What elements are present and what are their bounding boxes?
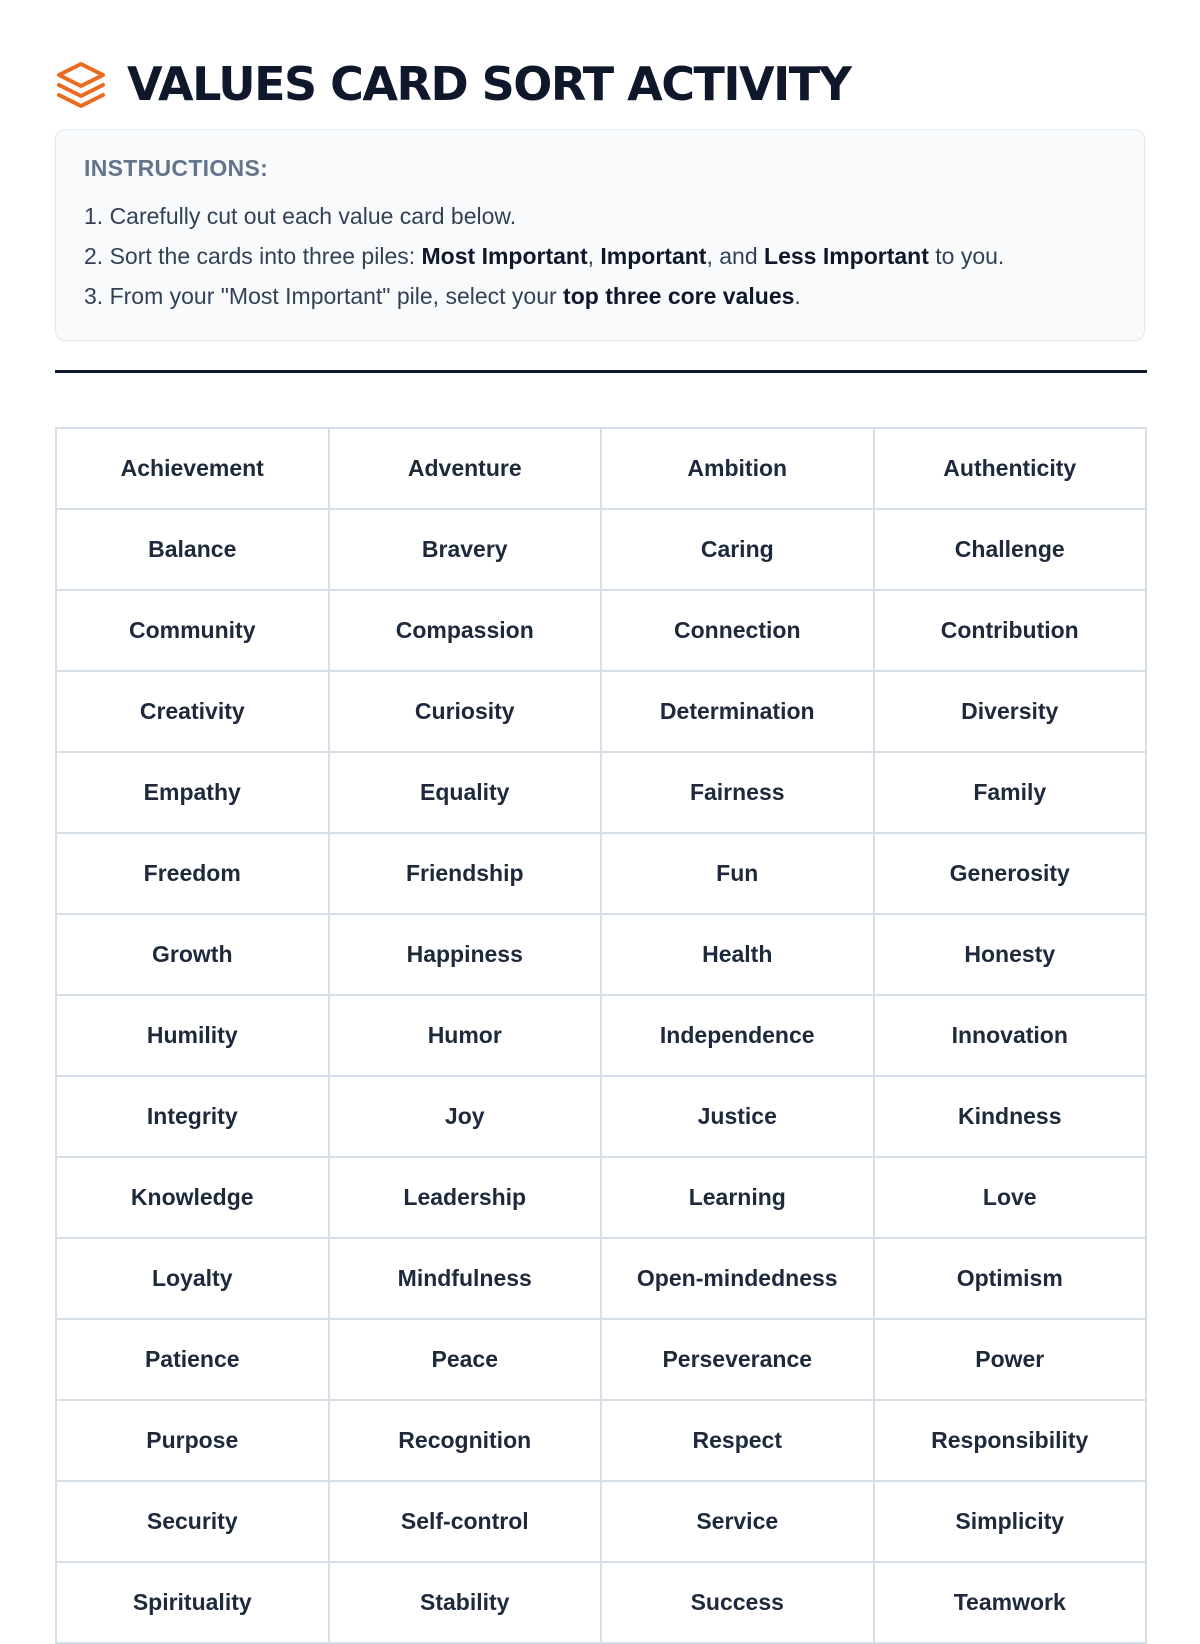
value-card: Adventure	[329, 428, 602, 509]
value-card: Integrity	[56, 1076, 329, 1157]
value-card: Challenge	[874, 509, 1147, 590]
instructions-heading: INSTRUCTIONS:	[84, 155, 269, 181]
value-card: Innovation	[874, 995, 1147, 1076]
card-row	[56, 1319, 1146, 1400]
instruction-text: , and	[706, 243, 765, 269]
value-card: Humility	[56, 995, 329, 1076]
card-row	[56, 1076, 1146, 1157]
value-card: Respect	[601, 1400, 874, 1481]
value-card: Independence	[601, 995, 874, 1076]
instruction-text: 3. From your "Most Important" pile, select your	[84, 283, 564, 309]
value-card: Teamwork	[874, 1562, 1147, 1643]
card-row	[56, 1562, 1146, 1643]
value-card: Humor	[329, 995, 602, 1076]
value-card: Peace	[329, 1319, 602, 1400]
value-card: Perseverance	[601, 1319, 874, 1400]
card-row	[56, 914, 1146, 995]
value-card: Security	[56, 1481, 329, 1562]
value-card: Family	[874, 752, 1147, 833]
value-card: Power	[874, 1319, 1147, 1400]
value-card: Community	[56, 590, 329, 671]
value-card: Spirituality	[56, 1562, 329, 1643]
card-row	[56, 752, 1146, 833]
core-values-emphasis: top three core values	[563, 283, 795, 309]
value-card: Simplicity	[874, 1481, 1147, 1562]
instruction-text: 2. Sort the cards into three piles:	[84, 243, 422, 269]
layers-stack-icon	[55, 58, 107, 110]
section-divider	[55, 370, 1147, 373]
value-card: Authenticity	[874, 428, 1147, 509]
value-card: Compassion	[329, 590, 602, 671]
card-row	[56, 1157, 1146, 1238]
value-card: Justice	[601, 1076, 874, 1157]
value-card: Purpose	[56, 1400, 329, 1481]
value-card: Fairness	[601, 752, 874, 833]
instruction-step-1: 1. Carefully cut out each value card below.	[84, 203, 517, 229]
card-row	[56, 428, 1146, 509]
card-row	[56, 1481, 1146, 1562]
page-title: VALUES CARD SORT ACTIVITY	[127, 57, 851, 111]
value-card: Diversity	[874, 671, 1147, 752]
instruction-step-3	[84, 276, 1116, 316]
card-row	[56, 590, 1146, 671]
value-card: Mindfulness	[329, 1238, 602, 1319]
value-card: Stability	[329, 1562, 602, 1643]
value-card: Responsibility	[874, 1400, 1147, 1481]
pile-most-important: Most Important	[421, 243, 588, 269]
value-card: Open-mindedness	[601, 1238, 874, 1319]
value-card: Empathy	[56, 752, 329, 833]
value-card: Honesty	[874, 914, 1147, 995]
pile-important: Important	[600, 243, 707, 269]
value-card: Happiness	[329, 914, 602, 995]
instruction-step-2	[84, 236, 1116, 276]
value-card: Love	[874, 1157, 1147, 1238]
value-card: Loyalty	[56, 1238, 329, 1319]
value-card: Ambition	[601, 428, 874, 509]
value-card: Learning	[601, 1157, 874, 1238]
value-card: Kindness	[874, 1076, 1147, 1157]
value-card: Caring	[601, 509, 874, 590]
page-header	[55, 56, 850, 112]
instructions-box	[55, 129, 1145, 341]
card-row	[56, 995, 1146, 1076]
value-card: Patience	[56, 1319, 329, 1400]
instruction-text: to you.	[928, 243, 1005, 269]
value-card: Determination	[601, 671, 874, 752]
card-row	[56, 671, 1146, 752]
instruction-text: ,	[587, 243, 601, 269]
value-card: Curiosity	[329, 671, 602, 752]
value-card: Creativity	[56, 671, 329, 752]
value-card: Fun	[601, 833, 874, 914]
instruction-text: .	[794, 283, 801, 309]
value-card: Friendship	[329, 833, 602, 914]
value-card: Recognition	[329, 1400, 602, 1481]
pile-less-important: Less Important	[764, 243, 929, 269]
value-card: Connection	[601, 590, 874, 671]
value-card: Growth	[56, 914, 329, 995]
value-card: Success	[601, 1562, 874, 1643]
value-card: Bravery	[329, 509, 602, 590]
value-card: Generosity	[874, 833, 1147, 914]
value-cards-grid	[55, 427, 1147, 1644]
value-card: Service	[601, 1481, 874, 1562]
value-card: Freedom	[56, 833, 329, 914]
card-row	[56, 833, 1146, 914]
card-row	[56, 509, 1146, 590]
card-row	[56, 1400, 1146, 1481]
value-card: Achievement	[56, 428, 329, 509]
value-cards-body	[56, 428, 1146, 1643]
value-card: Equality	[329, 752, 602, 833]
value-card: Optimism	[874, 1238, 1147, 1319]
value-card: Self-control	[329, 1481, 602, 1562]
value-card: Balance	[56, 509, 329, 590]
card-row	[56, 1238, 1146, 1319]
value-card: Leadership	[329, 1157, 602, 1238]
value-card: Knowledge	[56, 1157, 329, 1238]
value-card: Health	[601, 914, 874, 995]
value-card: Contribution	[874, 590, 1147, 671]
value-card: Joy	[329, 1076, 602, 1157]
